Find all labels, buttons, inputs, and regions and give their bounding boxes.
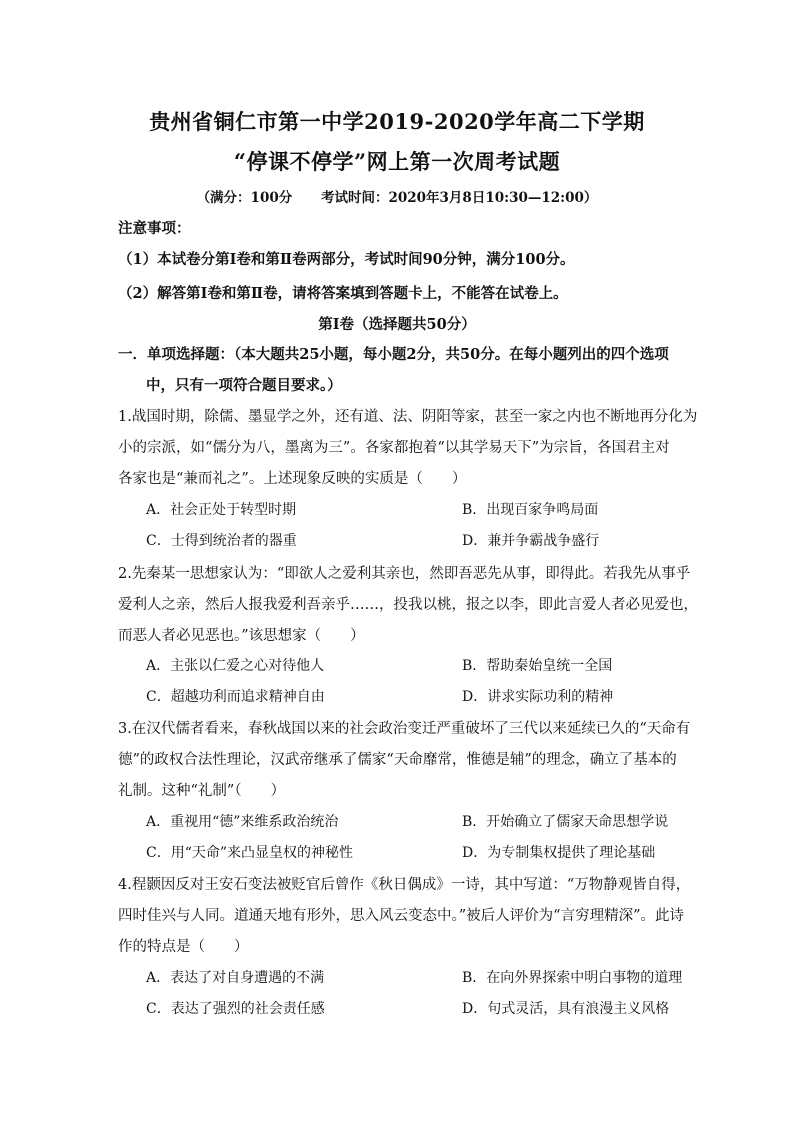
option-d: D．讲求实际功利的精神	[462, 689, 614, 705]
exam-title-line1: 贵州省铜仁市第一中学2019-2020学年高二下学期	[149, 109, 645, 134]
question-text-line: 各家也是“兼而礼之”。上述现象反映的实质是（ ）	[118, 471, 467, 487]
question-text-line: 礼制。这种“礼制”（ ）	[118, 783, 286, 799]
question-text-line: 小的宗派，如“儒分为八，墨离为三”。各家都抱着“以其学易天下”为宗旨，各国君主对	[118, 440, 670, 456]
section-instruction-line1: 一．单项选择题：（本大题共25小题，每小题2分，共50分。在每小题列出的四个选项	[118, 346, 669, 363]
option-b: B．在向外界探索中明白事物的道理	[462, 970, 683, 986]
option-c: C．表达了强烈的社会责任感	[146, 1001, 325, 1017]
question-text-line: 4.程颢因反对王安石变法被贬官后曾作《秋日偶成》一诗，其中写道：“万物静观皆自得，	[118, 877, 691, 893]
option-b: B．帮助秦始皇统一全国	[462, 658, 613, 674]
question-text-line: 而恶人者必见恶也。”该思想家（ ）	[118, 628, 365, 644]
question-text-line: 作的特点是（ ）	[118, 939, 249, 955]
option-a: A．主张以仁爱之心对待他人	[146, 658, 325, 674]
full-score: （满分：100分	[196, 190, 293, 206]
exam-meta	[0, 186, 794, 206]
exam-time: 考试时间：2020年3月8日10:30—12:00）	[320, 190, 598, 206]
option-c: C．用“天命”来凸显皇权的神秘性	[146, 845, 354, 861]
note-item-1: （1）本试卷分第Ⅰ卷和第Ⅱ卷两部分，考试时间90分钟，满分100分。	[118, 251, 575, 268]
option-d: D．句式灵活，具有浪漫主义风格	[462, 1001, 670, 1017]
option-a: A．表达了对自身遭遇的不满	[146, 970, 325, 986]
option-c: C．超越功利而追求精神自由	[146, 689, 325, 705]
option-b: B．出现百家争鸣局面	[462, 502, 599, 518]
option-a: A．重视用“德”来维系政治统治	[146, 814, 339, 830]
exam-title-line2: “停课不停学”网上第一次周考试题	[233, 149, 561, 174]
section-title: 第Ⅰ卷（选择题共50分）	[318, 316, 476, 333]
option-a: A．社会正处于转型时期	[146, 502, 297, 518]
notes-heading: 注意事项：	[118, 220, 191, 237]
option-b: B．开始确立了儒家天命思想学说	[462, 814, 669, 830]
question-text-line: 德”的政权合法性理论，汉武帝继承了儒家“天命靡常，惟德是辅”的理念，确立了基本的	[118, 752, 677, 768]
question-text-line: 四时佳兴与人同。道通天地有形外，思入风云变态中。”被后人评价为“言穷理精深”。此诗	[118, 908, 684, 924]
option-d: D．为专制集权提供了理论基础	[462, 845, 656, 861]
option-c: C．士得到统治者的器重	[146, 533, 297, 549]
option-d: D．兼并争霸战争盛行	[462, 533, 600, 549]
question-text-line: 2.先秦某一思想家认为：“即欲人之爱利其亲也，然即吾恶先从事，即得此。若我先从事乎	[118, 566, 691, 582]
section-instruction-line2: 中，只有一项符合题目要求。）	[146, 377, 342, 394]
note-item-2: （2）解答第Ⅰ卷和第Ⅱ卷，请将答案填到答题卡上，不能答在试卷上。	[118, 285, 568, 302]
question-text-line: 3.在汉代儒者看来，春秋战国以来的社会政治变迁严重破坏了三代以来延续已久的“天命有	[118, 721, 691, 737]
question-text-line: 1.战国时期，除儒、墨显学之外，还有道、法、阴阳等家，甚至一家之内也不断地再分化为	[118, 409, 698, 425]
question-text-line: 爱利人之亲，然后人报我爱利吾亲乎……，投我以桃，报之以李，即此言爱人者必见爱也，	[118, 597, 698, 613]
